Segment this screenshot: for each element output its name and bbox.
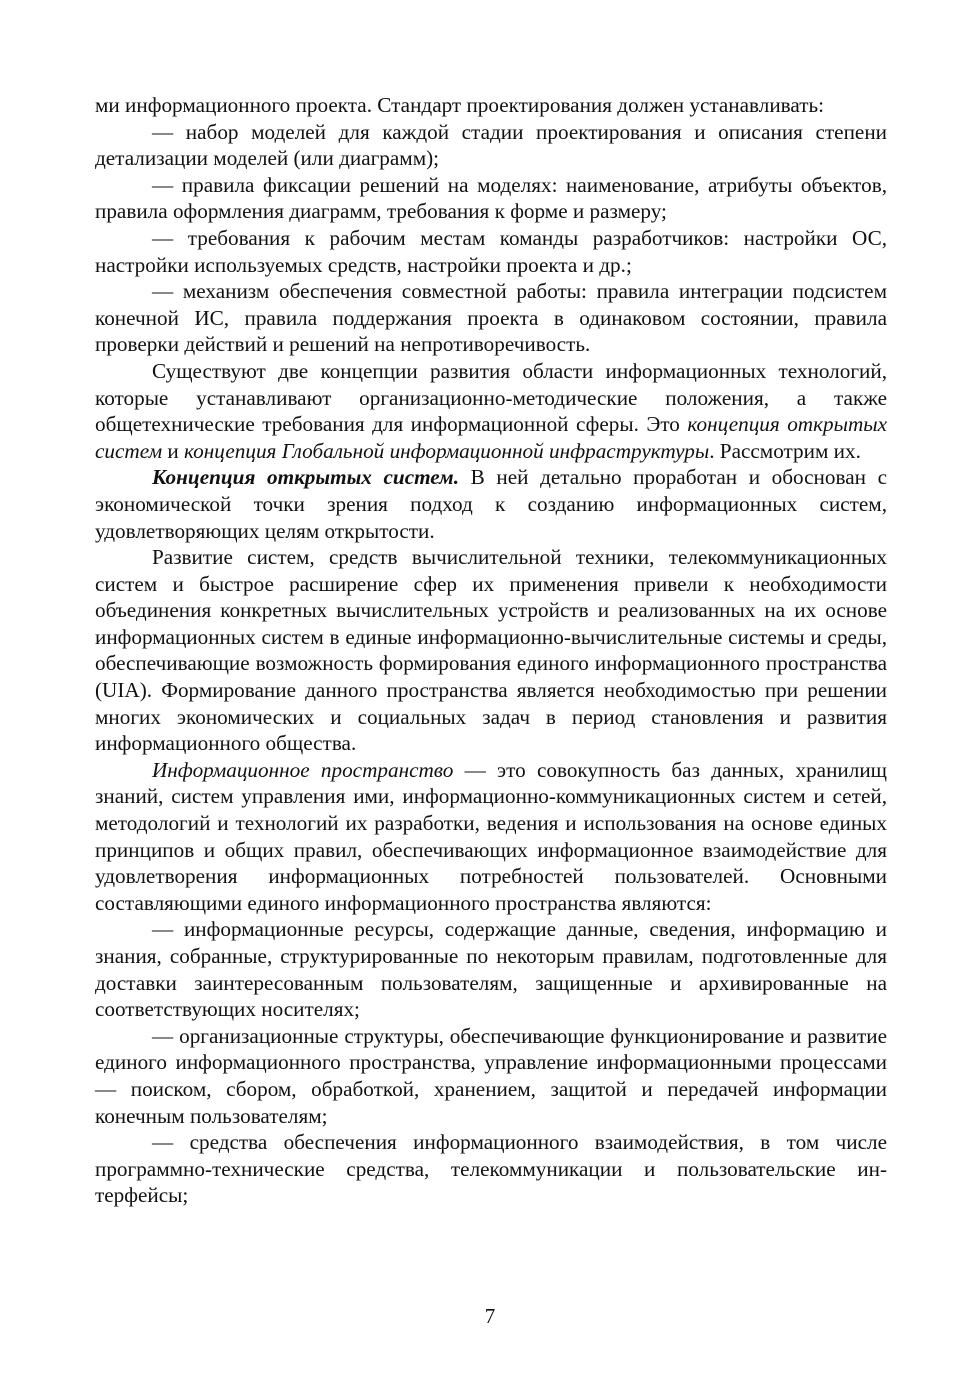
page-number: 7 xyxy=(484,1304,496,1328)
term-open-systems: концепция открытых систем xyxy=(95,412,887,463)
text-span: и xyxy=(162,438,185,463)
list-item-resources: — информационные ресурсы, содержащие данные, сведения, информацию и знания, собранные, структурированные по некоторым правилам, подготовленные для доставки заинтересованным пользователям, защищенные и архивированные на соответствующих носителях; xyxy=(95,917,887,1022)
list-item-models: — набор моделей для каждой стадии проектирования и описания степени детализации моделей (или диаграмм); xyxy=(95,119,887,171)
list-item-collaboration: — механизм обеспечения совместной работы: правила интеграции подсистем конечной ИС, правила поддержания проекта в одинаковом состоянии, правила проверки действий и решений на непротиворечивость. xyxy=(95,279,887,357)
text-span: — это совокупность баз данных, хранилищ знаний, систем управления ими, информационно-коммуникационных систем и сетей, методологий и технологий их разработки, ведения и использования на основе единых принципов и общих правил, обеспечивающих информационное взаимодействие для удовлетворения информационных потребностей пользователей. Основными составляющими единого информационного пространства являются: xyxy=(95,757,887,915)
paragraph-two-concepts xyxy=(95,358,887,464)
paragraph-continuation: ми информационного проекта. Стандарт проектирования должен устанавливать: xyxy=(95,93,825,117)
list-item-workstations: — требования к рабочим местам команды разработчиков: настройки ОС, настройки используемых средств, настройки проекта и др.; xyxy=(95,225,887,277)
term-information-space: Информационное пространство xyxy=(152,757,454,782)
text-span: Существуют две концепции развития области информационных технологий, которые устанавливают организационно-методические положения, а также общетехнические требования для информационной сферы. Это xyxy=(95,358,887,437)
section-heading-open-systems: Концепция открытых систем. xyxy=(152,465,459,490)
text-span: В ней детально проработан и обоснован с экономической точки зрения подход к созданию информационных систем, удовлетворяющих целям открытости. xyxy=(95,465,887,543)
paragraph-information-space xyxy=(95,757,887,917)
list-item-interaction: — средства обеспечения информационного взаимодействия, в том числе программно-технические средства, телекоммуникации и пользовательские интерфейсы; xyxy=(95,1130,887,1208)
term-global-infrastructure: концепция Глобальной информационной инфраструктуры xyxy=(184,438,710,463)
paragraph-development: Развитие систем, средств вычислительной техники, телекоммуникационных систем и быстрое расширение сфер их применения привели к необходимости объединения конкретных вычислительных устройств и реализованных на их основе информационных систем в единые информационно-вычислительные системы и среды, обеспечивающие возможность формирования единого информационного пространства (UIA). Формирование данного пространства является необходимостью при решении многих экономических и социальных задач в период становления и развития информационного общества. xyxy=(95,545,887,756)
list-item-structures: — организационные структуры, обеспечивающие функционирование и развитие единого информационного пространства, управление информационными процессами — поиском, сбором, обработкой, хранением, защитой и передачей информации конечным пользователям; xyxy=(95,1023,887,1128)
document-page xyxy=(95,92,887,1209)
text-span: . Рассмотрим их. xyxy=(709,438,861,463)
list-item-rules: — правила фиксации решений на моделях: наименование, атрибуты объектов, правила оформления диаграмм, требования к форме и размеру; xyxy=(95,172,887,224)
paragraph-open-systems xyxy=(95,464,887,544)
